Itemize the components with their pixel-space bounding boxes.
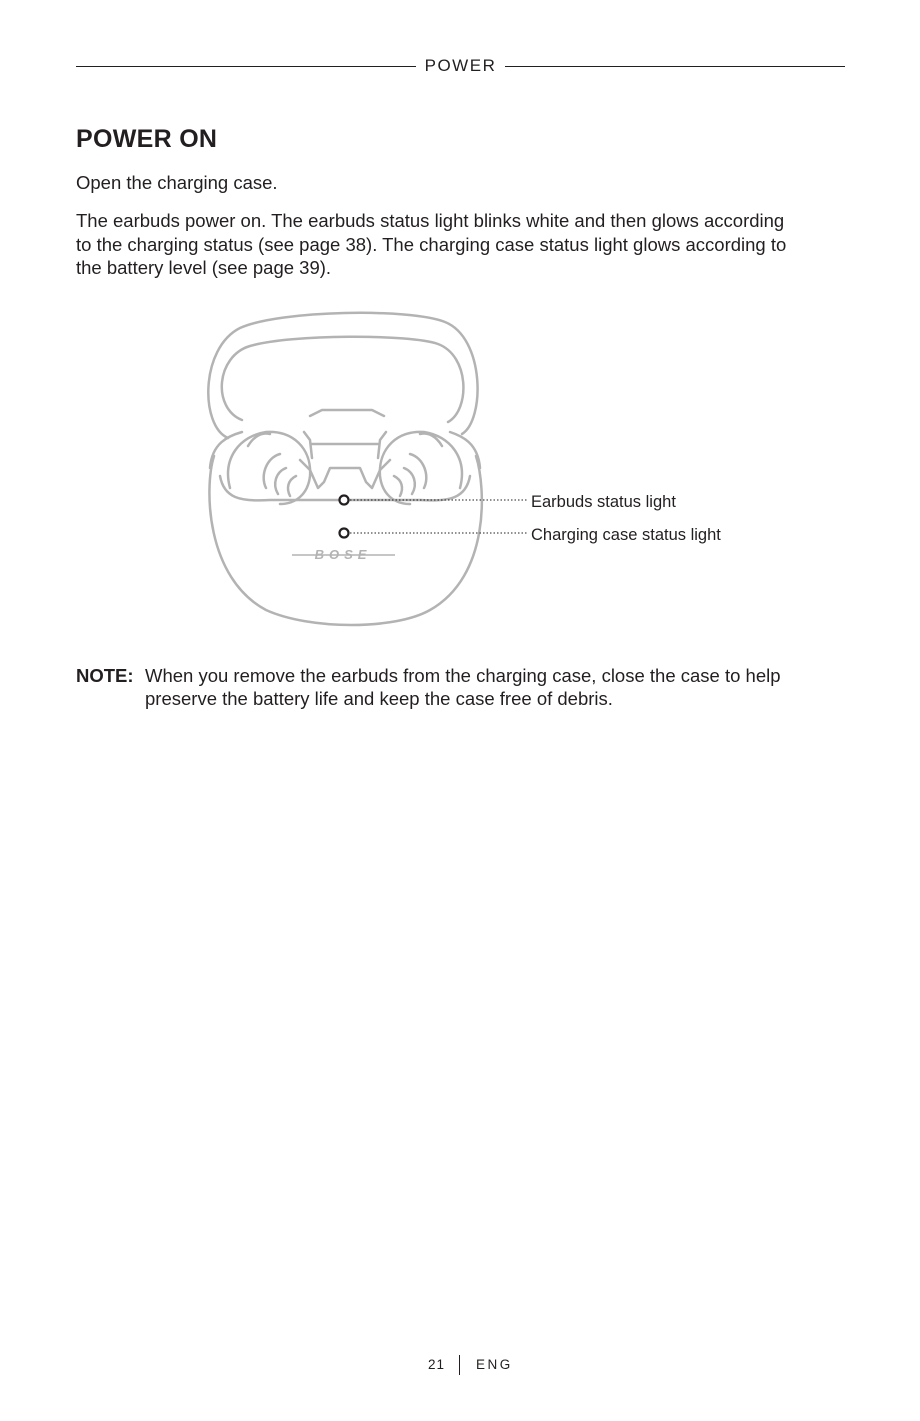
case-status-light-marker <box>340 529 349 538</box>
earbuds-status-light-marker <box>340 496 349 505</box>
note <box>76 664 856 710</box>
page-footer <box>0 1355 920 1379</box>
case-base-outline <box>209 456 481 625</box>
page-number: 21 <box>427 1357 445 1372</box>
note-text: When you remove the earbuds from the charging case, close the case to help preserve the battery life and keep the case free of debris. <box>145 665 781 709</box>
page-title: POWER ON <box>76 125 218 153</box>
section-header <box>76 55 845 77</box>
earbuds-status-light-label: Earbuds status light <box>531 493 676 511</box>
right-earbud <box>380 432 462 504</box>
header-rule-right <box>505 66 845 67</box>
language-label: ENG <box>476 1357 513 1372</box>
case-lid-outline <box>208 313 477 438</box>
bose-logo <box>292 547 395 562</box>
charging-case-drawing <box>200 308 760 630</box>
description-paragraph: The earbuds power on. The earbuds status light blinks white and then glows according to the charging status (see page 38). The charging case status light glows according to the battery level (see page 39). <box>76 210 787 278</box>
bose-logo-text: BOSE <box>314 547 372 562</box>
charging-case-illustration <box>200 308 760 630</box>
case-status-light-label: Charging case status light <box>531 526 721 544</box>
header-rule-left <box>76 66 416 67</box>
section-label: POWER <box>424 56 497 75</box>
left-earbud <box>228 432 310 504</box>
note-label: NOTE: <box>76 665 134 686</box>
instruction-paragraph: Open the charging case. <box>76 172 278 193</box>
footer-divider <box>459 1355 460 1375</box>
